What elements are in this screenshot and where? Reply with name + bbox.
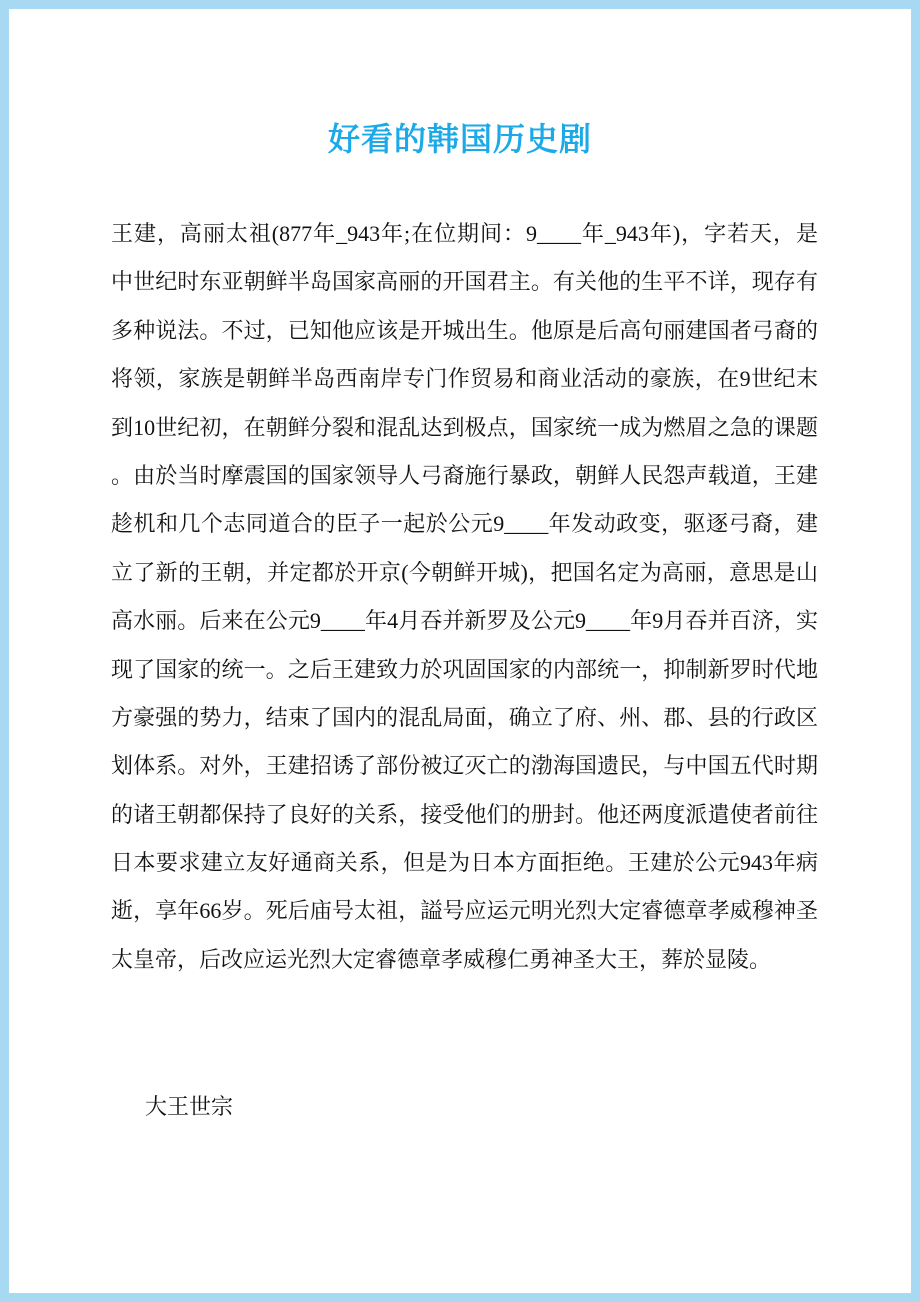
paragraph-line: 划体系。对外，王建招诱了部份被辽灭亡的渤海国遗民，与中国五代时期 — [111, 753, 818, 779]
paragraph-line: 王建，高丽太祖(877年_943年;在位期间：9____年_943年)，字若天，是 — [111, 221, 818, 246]
paragraph-line: 逝，享年66岁。死后庙号太祖，謚号应运元明光烈大定睿德章孝威穆神圣 — [111, 898, 818, 924]
paragraph-line: 立了新的王朝，并定都於开京(今朝鲜开城)，把国名定为高丽，意思是山 — [111, 559, 818, 585]
body-paragraph — [111, 210, 818, 984]
paragraph-line: 高水丽。后来在公元9____年4月吞并新罗及公元9____年9月吞并百济，实 — [111, 608, 818, 634]
paragraph-line: 太皇帝，后改应运光烈大定睿德章孝威穆仁勇神圣大王，葬於显陵。 — [111, 946, 772, 972]
paragraph-line: 。由於当时摩震国的国家领导人弓裔施行暴政，朝鲜人民怨声载道，王建 — [111, 462, 818, 488]
paragraph-line: 日本要求建立友好通商关系，但是为日本方面拒绝。王建於公元943年病 — [111, 850, 818, 876]
section-label: 大王世宗 — [145, 1094, 234, 1119]
paragraph-line: 方豪强的势力，结束了国内的混乱局面，确立了府、州、郡、县的行政区 — [111, 704, 818, 730]
paragraph-line: 趁机和几个志同道合的臣子一起於公元9____年发动政变，驱逐弓裔，建 — [111, 511, 818, 537]
document-title: 好看的韩国历史剧 — [327, 121, 592, 157]
paragraph-line: 中世纪时东亚朝鲜半岛国家高丽的开国君主。有关他的生平不详，现存有 — [111, 269, 818, 295]
paragraph-line: 到10世纪初，在朝鲜分裂和混乱达到极点，国家统一成为燃眉之急的课题 — [111, 414, 818, 440]
paragraph-line: 现了国家的统一。之后王建致力於巩固国家的内部统一，抑制新罗时代地 — [111, 656, 818, 682]
paragraph-line: 将领，家族是朝鲜半岛西南岸专门作贸易和商业活动的豪族，在9世纪末 — [111, 366, 818, 392]
paragraph-line: 多种说法。不过，已知他应该是开城出生。他原是后高句丽建国者弓裔的 — [111, 317, 818, 343]
paragraph-line: 的诸王朝都保持了良好的关系，接受他们的册封。他还两度派遣使者前往 — [111, 801, 818, 827]
